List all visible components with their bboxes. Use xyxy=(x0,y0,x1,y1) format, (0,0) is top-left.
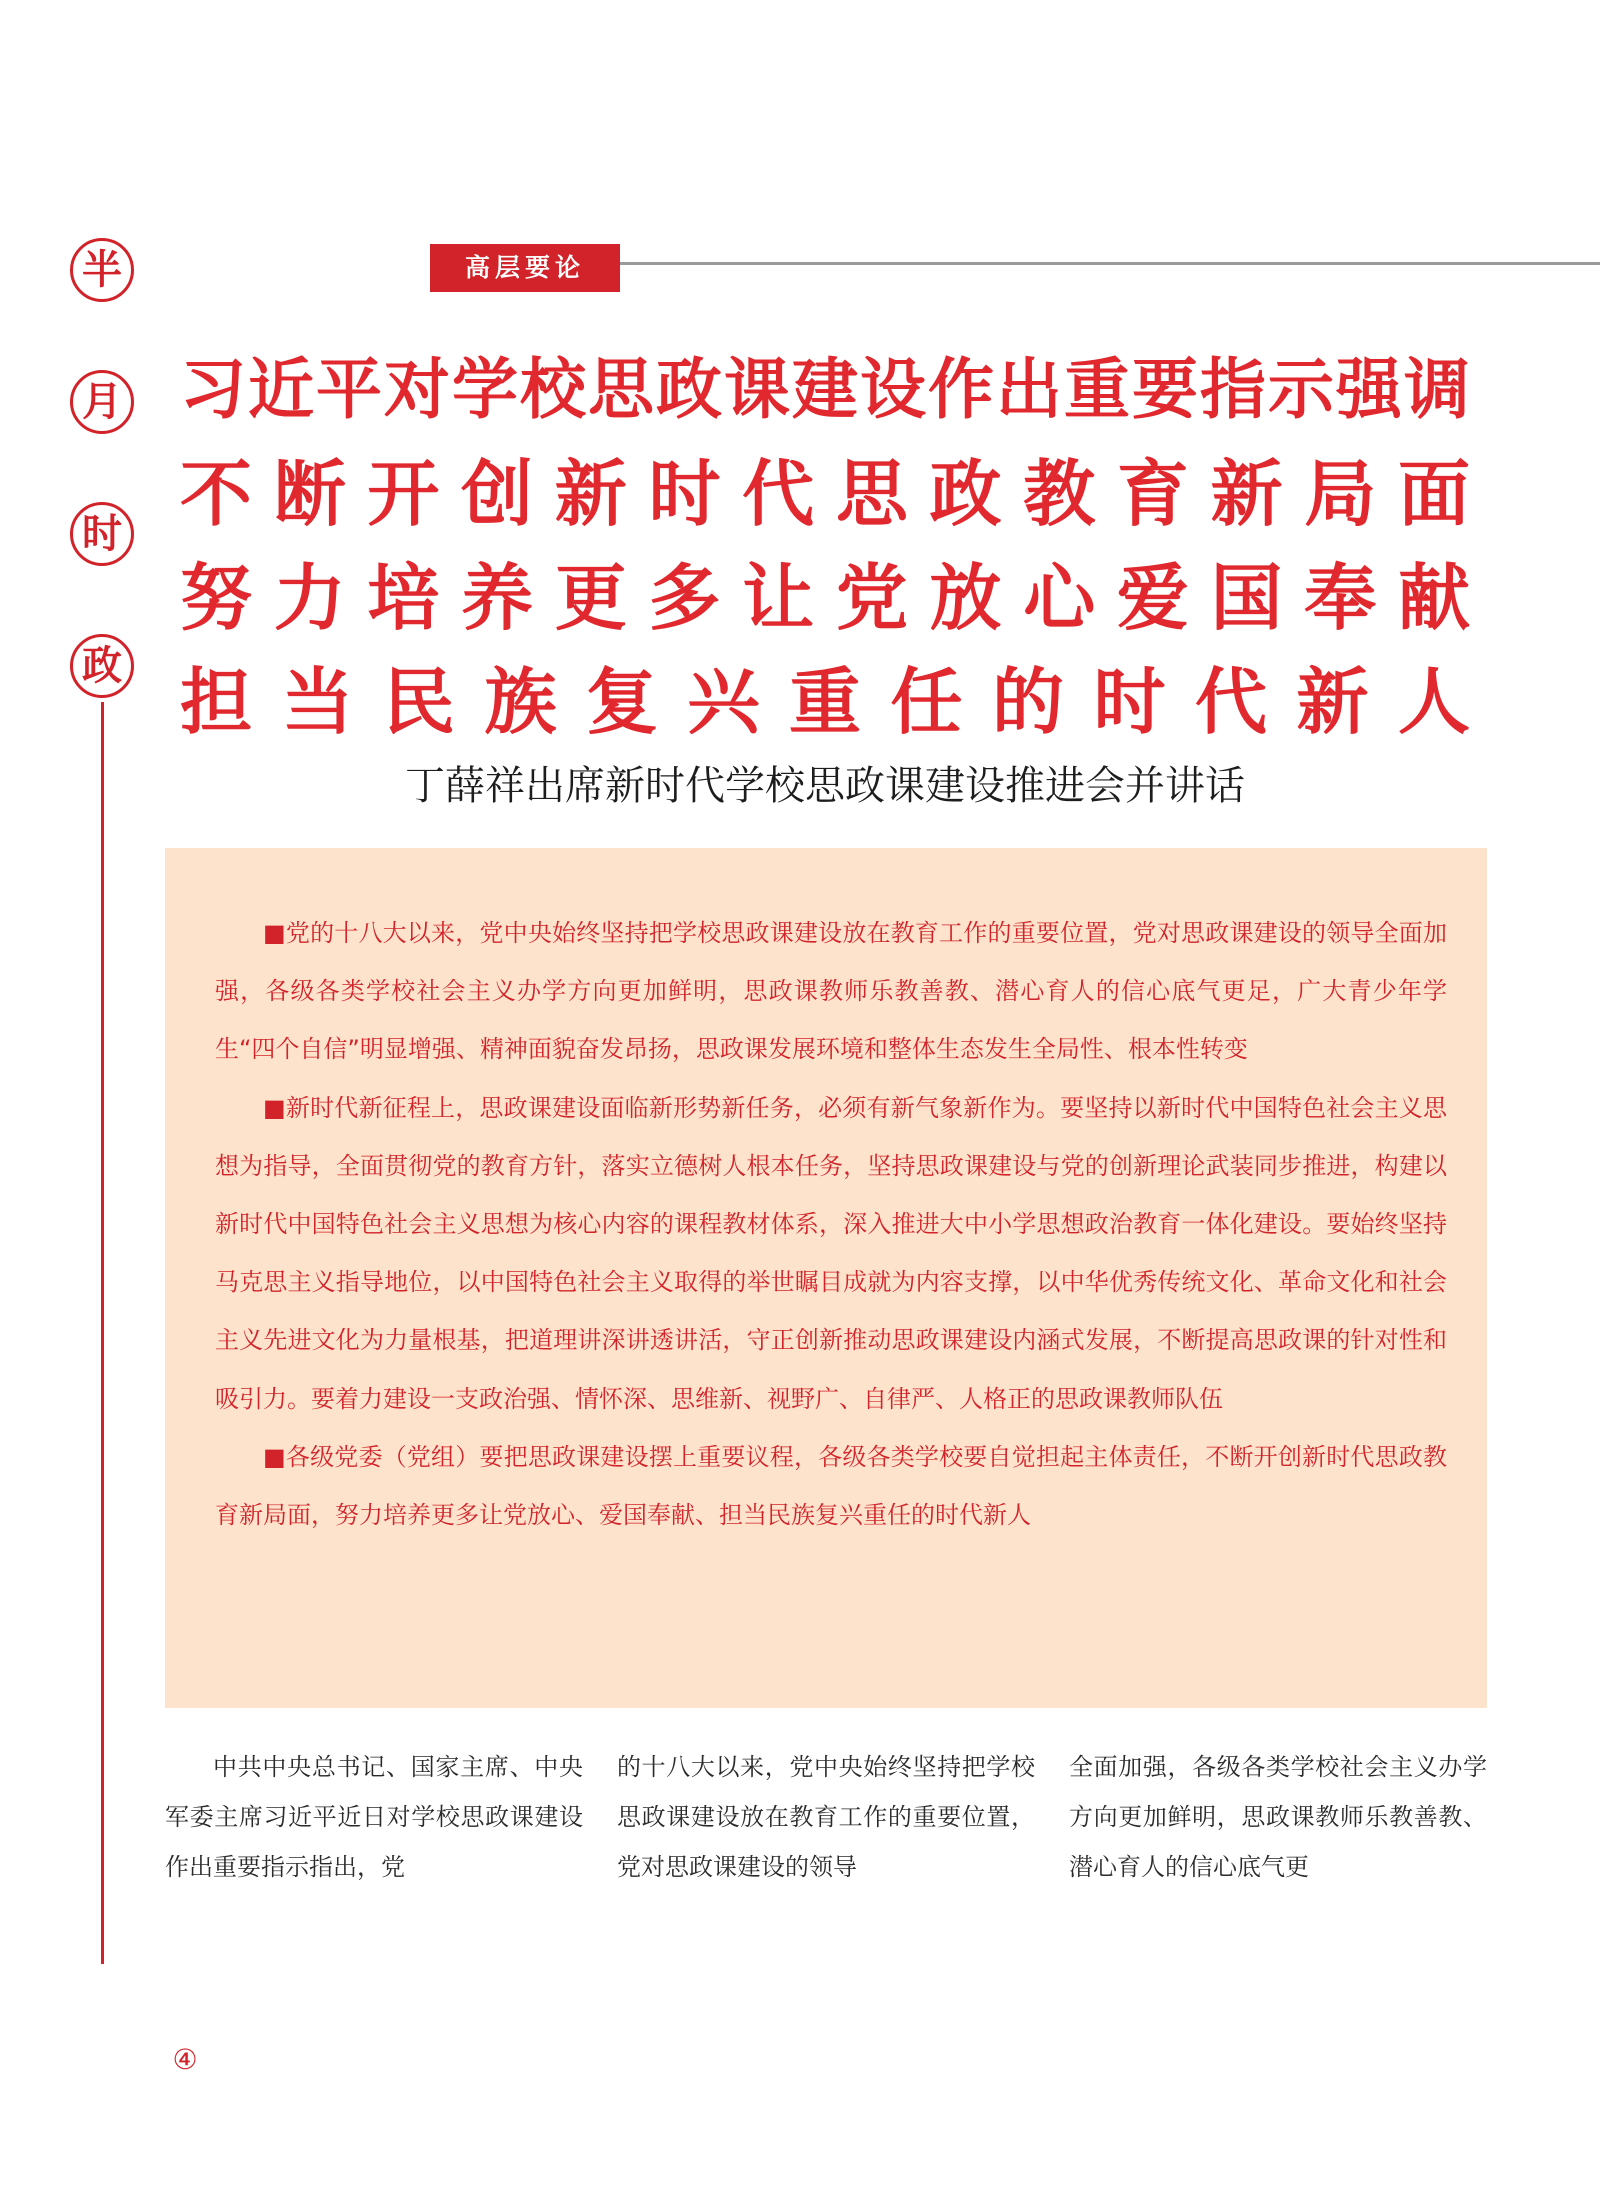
summary-text-2: 新时代新征程上，思政课建设面临新形势新任务，必须有新气象新作为。要坚持以新时代中国特色社会主义思想为指导，全面贯彻党的教育方针，落实立德树人根本任务，坚持思政课建设与党的创新理论武装同步推进，构建以新时代中国特色社会主义思想为核心内容的课程教材体系，深入推进大中小学思想政治教育一体化建设。要始终坚持马克思主义指导地位，以中国特色社会主义取得的举世瞩目成就为内容支撑，以中华优秀传统文化、革命文化和社会主义先进文化为力量根基，把道理讲深讲透讲活，守正创新推动思政课建设内涵式发展，不断提高思政课的针对性和吸引力。要着力建设一支政治强、情怀深、思维新、视野广、自律严、人格正的思政课教师队伍 xyxy=(215,1093,1447,1413)
masthead-char-4: 政 xyxy=(70,634,134,698)
summary-paragraph-1 xyxy=(215,904,1447,1079)
summary-paragraph-3 xyxy=(215,1428,1447,1544)
body-column-2: 的十八大以来，党中央始终坚持把学校思政课建设放在教育工作的重要位置，党对思政课建设的领导 xyxy=(617,1753,1035,1881)
headline-line-1: 习近平对学校思政课建设作出重要指示强调 xyxy=(180,351,1470,428)
summary-text-1: 党的十八大以来，党中央始终坚持把学校思政课建设放在教育工作的重要位置，党对思政课建设的领导全面加强，各级各类学校社会主义办学方向更加鲜明，思政课教师乐教善教、潜心育人的信心底气更足，广大青少年学生“四个自信”明显增强、精神面貌奋发昂扬，思政课发展环境和整体生态发生全局性、根本性转变 xyxy=(215,919,1447,1064)
bullet-square-icon: ■ xyxy=(263,1442,286,1471)
masthead-vertical-rule xyxy=(101,702,104,1964)
summary-text-3: 各级党委（党组）要把思政课建设摆上重要议程，各级各类学校要自觉担起主体责任，不断开创新时代思政教育新局面，努力培养更多让党放心、爱国奉献、担当民族复兴重任的时代新人 xyxy=(215,1442,1447,1530)
body-column-1: 中共中央总书记、国家主席、中央军委主席习近平近日对学校思政课建设作出重要指示指出，党 xyxy=(165,1753,583,1881)
section-rule xyxy=(620,262,1600,265)
bullet-square-icon: ■ xyxy=(263,919,286,947)
masthead-char-3: 时 xyxy=(70,502,134,566)
masthead-char-2: 月 xyxy=(70,370,134,434)
headline xyxy=(180,338,1470,754)
bullet-square-icon: ■ xyxy=(263,1093,286,1122)
masthead-char-1: 半 xyxy=(70,238,134,302)
section-tag: 高层要论 xyxy=(430,244,620,292)
headline-line-2: 不断开创新时代思政教育新局面 xyxy=(180,452,1470,536)
subtitle: 丁薛祥出席新时代学校思政课建设推进会并讲话 xyxy=(405,763,1245,809)
headline-line-3: 努力培养更多让党放心爱国奉献 xyxy=(180,556,1470,640)
body-columns xyxy=(165,1742,1487,1912)
summary-box xyxy=(165,848,1487,1708)
headline-line-4: 担当民族复兴重任的时代新人 xyxy=(180,660,1470,744)
page-number: ④ xyxy=(172,2043,198,2076)
summary-paragraph-2 xyxy=(215,1079,1447,1428)
body-column-3: 全面加强，各级各类学校社会主义办学方向更加鲜明，思政课教师乐教善教、潜心育人的信心底气更 xyxy=(1069,1753,1487,1881)
